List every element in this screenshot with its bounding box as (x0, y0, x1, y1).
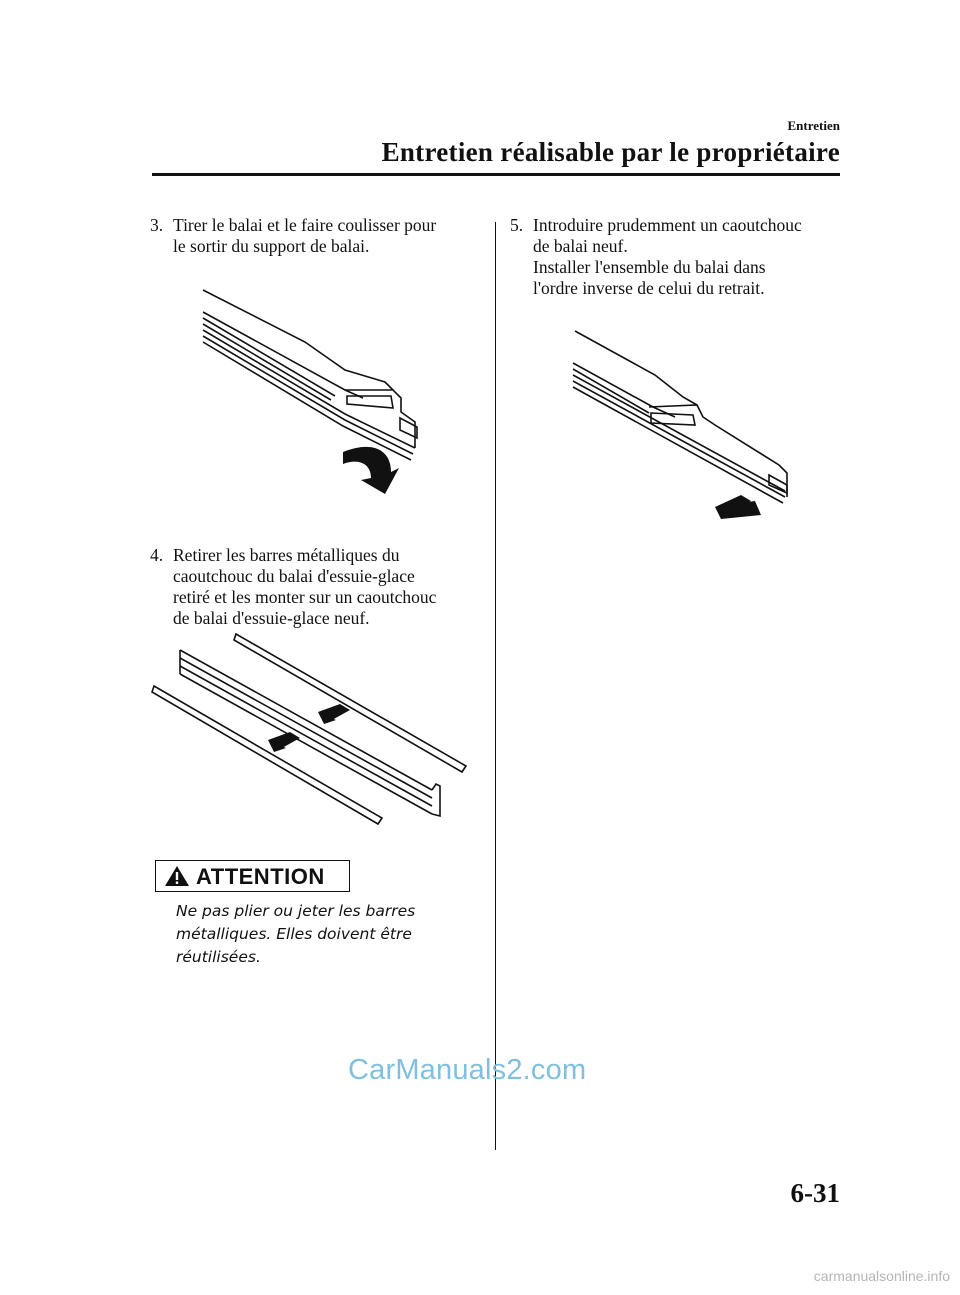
step-text-line: Installer l'ensemble du balai dans (533, 257, 766, 277)
warning-icon (164, 865, 190, 887)
step-text-line: retiré et les monter sur un caoutchouc (173, 587, 437, 607)
page-title: Entretien réalisable par le propriétaire (381, 137, 840, 167)
step-4 (150, 545, 480, 629)
rotate-arrow-icon (343, 447, 399, 494)
step-5 (510, 215, 840, 299)
step-text-line: de balai d'essuie-glace neuf. (173, 608, 370, 628)
attention-line: Ne pas plier ou jeter les barres (176, 902, 416, 920)
attention-line: métalliques. Elles doivent être (176, 925, 412, 943)
column-divider (495, 222, 496, 1150)
page-number: 6-31 (790, 1178, 840, 1208)
attention-text (176, 900, 476, 969)
wiper-install-illustration (565, 325, 805, 525)
attention-label: ATTENTION (196, 864, 325, 889)
section-label: Entretien (787, 118, 840, 133)
metal-bars-illustration (150, 630, 470, 830)
step-number: 3. (150, 215, 164, 235)
attention-line: réutilisées. (176, 948, 261, 966)
wiper-removal-illustration (195, 272, 435, 502)
attention-banner (155, 860, 350, 892)
step-text-line: l'ordre inverse de celui du retrait. (533, 278, 765, 298)
watermark: CarManuals2.com (348, 1054, 587, 1086)
step-text-line: caoutchouc du balai d'essuie-glace (173, 566, 415, 586)
step-text-line: Retirer les barres métalliques du (173, 545, 400, 565)
step-text-line: de balai neuf. (533, 236, 628, 256)
footer-watermark: carmanualsonline.info (813, 1268, 950, 1284)
step-text-line: le sortir du support de balai. (173, 236, 370, 256)
step-text-line: Introduire prudemment un caoutchouc (533, 215, 802, 235)
step-text-line: Tirer le balai et le faire coulisser pour (173, 215, 437, 235)
step-number: 4. (150, 545, 164, 565)
step-3 (150, 215, 480, 257)
header-divider (152, 173, 840, 176)
step-number: 5. (510, 215, 524, 235)
